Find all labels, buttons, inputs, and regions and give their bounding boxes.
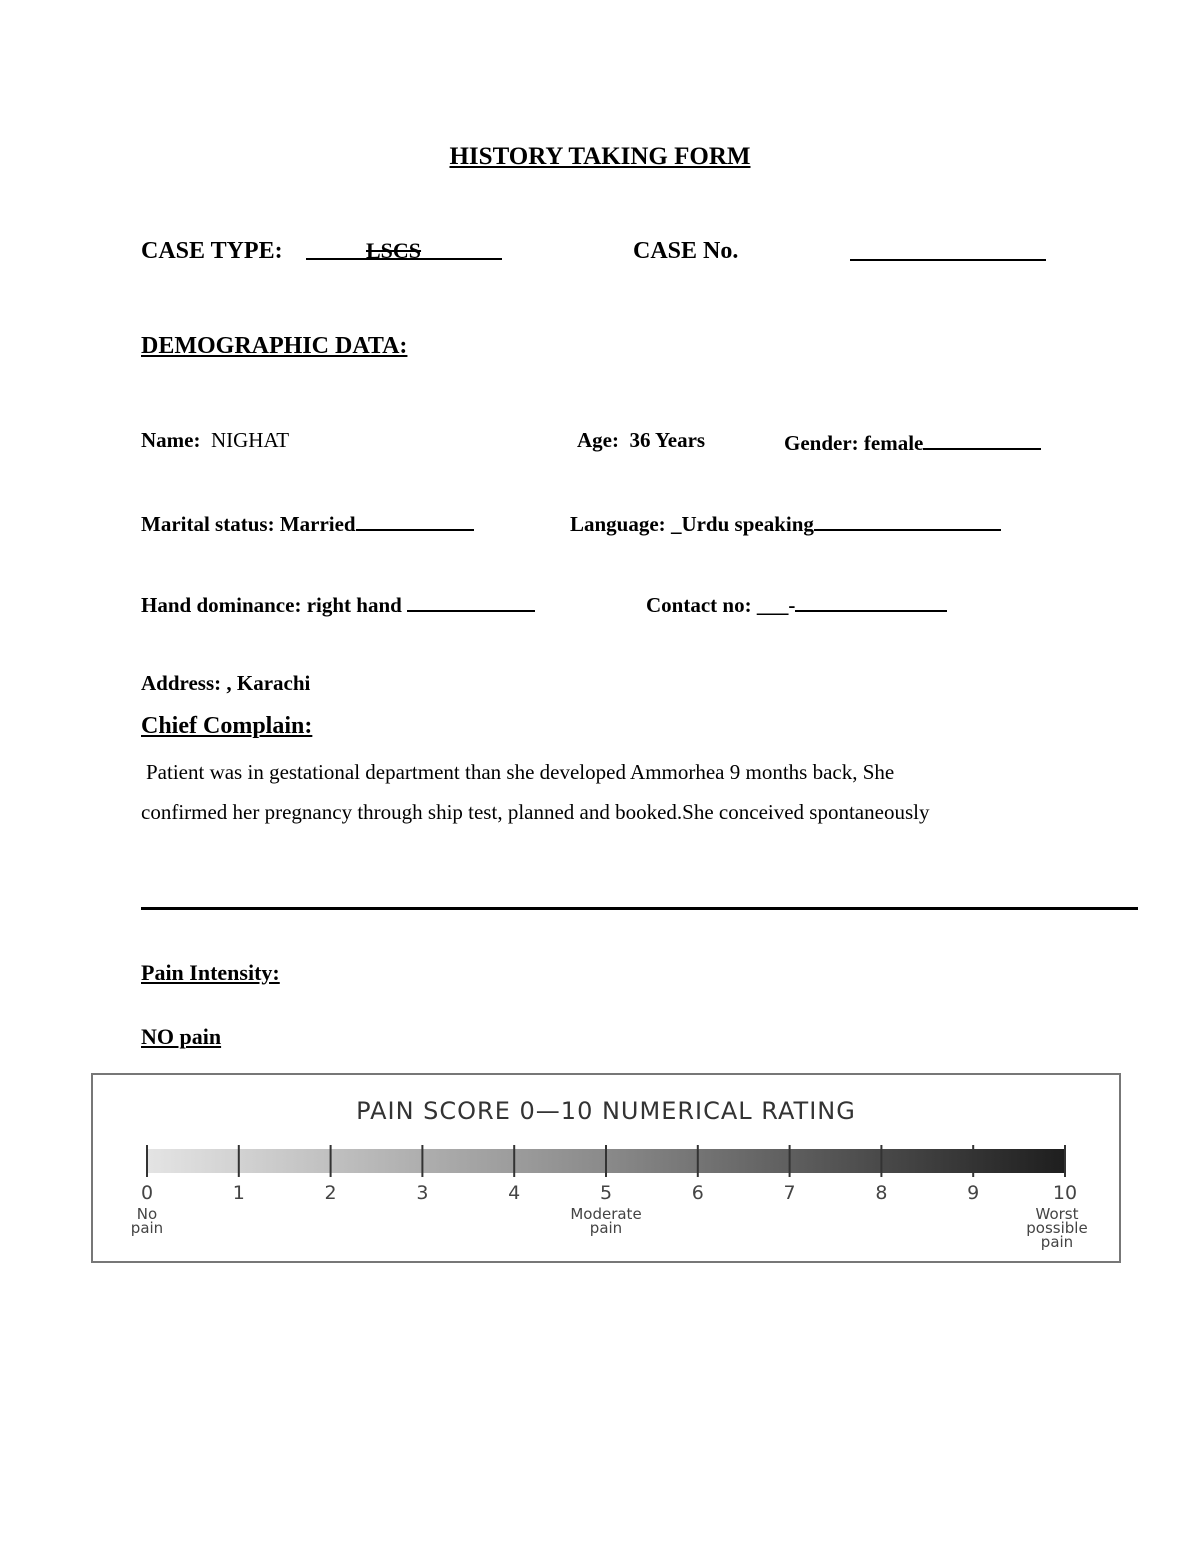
marital-value[interactable]: Married (279, 512, 356, 536)
pain-scale-tick-label-9: 9 (967, 1182, 980, 1204)
pain-label-low-line-1: No (136, 1205, 158, 1223)
pain-intensity-value[interactable]: NO pain (141, 1024, 222, 1049)
demographic-heading: DEMOGRAPHIC DATA: (141, 333, 408, 359)
contact-value[interactable]: ___- (756, 593, 796, 617)
marital-blank[interactable] (356, 509, 474, 531)
hand-blank[interactable] (407, 590, 535, 612)
pain-scale-tick-label-4: 4 (508, 1182, 521, 1204)
chief-complain-heading: Chief Complain: (141, 713, 313, 739)
pain-scale-tick-label-8: 8 (875, 1182, 888, 1204)
name-field (141, 428, 289, 453)
pain-scale-tick-label-0: 0 (140, 1182, 154, 1204)
pain-label-high-line-1: Worst (1035, 1205, 1079, 1223)
address-field (141, 671, 310, 696)
age-field (577, 428, 705, 453)
language-blank[interactable] (814, 509, 1001, 531)
case-type-label: CASE TYPE: (141, 238, 283, 264)
pain-intensity-heading: Pain Intensity: (141, 960, 280, 985)
chief-complain-line-2: confirmed her pregnancy through ship test, planned and booked.She conceived spontaneously (141, 800, 930, 824)
pain-label-high-line-3: pain (1040, 1233, 1074, 1251)
language-field (570, 509, 1001, 537)
age-label: Age: (577, 428, 619, 452)
name-label: Name: (141, 428, 201, 452)
case-no-blank[interactable] (850, 259, 1046, 261)
address-value[interactable]: , Karachi (226, 671, 311, 695)
marital-field (141, 509, 474, 537)
pain-scale-graphic (93, 1075, 1119, 1261)
language-label: Language: (570, 512, 666, 536)
gender-field (784, 428, 1041, 456)
pain-scale-tick-label-1: 1 (232, 1182, 245, 1204)
pain-scale-tick-label-7: 7 (783, 1182, 796, 1204)
pain-scale-tick-label-6: 6 (691, 1182, 704, 1204)
chief-complain-rule (141, 907, 1138, 910)
pain-scale-tick-label-10: 10 (1052, 1182, 1078, 1204)
marital-label: Marital status: (141, 512, 275, 536)
gender-blank[interactable] (923, 428, 1041, 450)
age-value[interactable]: 36 Years (629, 428, 706, 452)
language-value[interactable]: _Urdu speaking (670, 512, 814, 536)
contact-label: Contact no: (646, 593, 752, 617)
pain-label-high-line-2: possible (1026, 1219, 1088, 1237)
name-value[interactable]: NIGHAT (210, 428, 290, 452)
pain-scale-tick-label-5: 5 (599, 1182, 613, 1204)
pain-scale-tick-label-2: 2 (324, 1182, 337, 1204)
pain-label-mid-line-1: Moderate (570, 1205, 642, 1223)
hand-field (141, 590, 535, 618)
pain-score-scale (91, 1073, 1121, 1263)
pain-label-mid-line-2: pain (589, 1219, 623, 1237)
case-no-label: CASE No. (633, 238, 739, 264)
hand-label: Hand dominance: (141, 593, 302, 617)
case-type-value[interactable]: LSCS (366, 238, 422, 263)
gender-label: Gender: (784, 431, 859, 455)
chief-complain-line-1: Patient was in gestational department than she developed Ammorhea 9 months back, She (146, 760, 895, 784)
pain-scale-tick-label-3: 3 (416, 1182, 429, 1204)
address-label: Address: (141, 671, 222, 695)
pain-scale-title: PAIN SCORE 0—10 NUMERICAL RATING (356, 1097, 856, 1125)
gender-value[interactable]: female (863, 431, 924, 455)
contact-blank[interactable] (795, 590, 947, 612)
form-title: HISTORY TAKING FORM (449, 143, 751, 170)
contact-field (646, 590, 947, 618)
hand-value[interactable]: right hand (306, 593, 402, 617)
pain-label-low-line-2: pain (130, 1219, 164, 1237)
